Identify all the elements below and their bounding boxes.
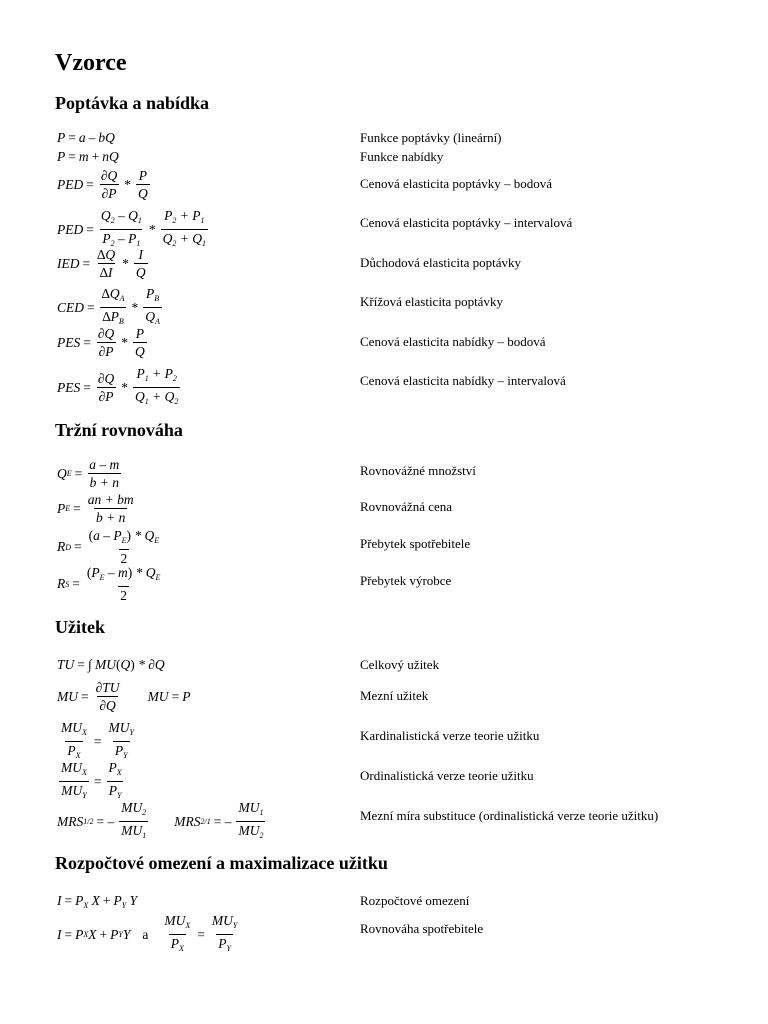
formula: P = m + nQ: [57, 149, 119, 164]
formula-description: Rovnovážná cena: [360, 499, 453, 514]
formula: $I = P_X$ $X + P_Y$ Y: [57, 893, 138, 910]
formula-description: Rovnovážné množství: [360, 463, 476, 478]
formula-description: Přebytek spotřebitele: [360, 536, 471, 551]
formula: MRS 1/2 = – $MU_2$ $MU_1$ MRS 2/1 = – $MU_1$ $MU_2$: [57, 800, 267, 843]
formula-description: Důchodová elasticita poptávky: [360, 255, 522, 270]
formula-description: Cenová elasticita poptávky – bodová: [360, 176, 553, 191]
formula: PED = $\frac{\partial Q}{\partial P}$ * P Q: [57, 168, 148, 201]
formula-description: Mezní míra substituce (ordinalistická verze teorie užitku): [360, 808, 659, 823]
formula-description: Celkový užitek: [360, 657, 440, 672]
formula: MU = $\frac{\partial TU}{\partial Q}$ MU = P: [57, 680, 191, 713]
section-heading-utility: Užitek: [55, 617, 105, 637]
formula-description: Cenová elasticita poptávky – intervalová: [360, 215, 573, 230]
formula-description: Funkce poptávky (lineární): [360, 130, 502, 145]
formula: PES = $\frac{\partial Q}{\partial P}$ * P Q: [57, 326, 145, 359]
formula-description: Cenová elasticita nabídky – bodová: [360, 334, 546, 349]
formula-description: Cenová elasticita nabídky – intervalová: [360, 373, 566, 388]
formula: PED = $\frac{Q_2 - Q_1}{P_2 - P_1}$ * $P_2 + P_1$ $Q_2 + Q_1$: [57, 208, 210, 251]
formula: PES = $\frac{\partial Q}{\partial P}$ * $P_1 + P_2$ $Q_1 + Q_2$: [57, 366, 182, 409]
formula: TU = ∫ MU(Q) * ∂Q: [57, 657, 165, 672]
formula: R D = $\frac{(a - P_E) * Q_E}{2}$: [57, 528, 160, 566]
section-heading-market-equilibrium: Tržní rovnováha: [55, 420, 183, 440]
formula-description: Rovnováha spotřebitele: [360, 921, 484, 936]
formula: Q E = $\frac{a - m}{b + n}$: [57, 457, 120, 490]
formula-description: Ordinalistická verze teorie užitku: [360, 768, 534, 783]
formula: I = P X X + P Y Y a $MU_X$ $P_X$ = $MU_Y$ $P_Y$: [57, 913, 241, 956]
formula: R S = $\frac{(P_E - m) * Q_E}{2}$: [57, 565, 161, 603]
formula: P = a – bQ: [57, 130, 115, 145]
formula-description: Přebytek výrobce: [360, 573, 452, 588]
formula: IED = $\frac{\Delta Q}{\Delta I}$ * I Q: [57, 247, 146, 280]
formula: $MU_X$ $P_X$ = $MU_Y$ $P_Y$: [57, 720, 138, 763]
page-title: Vzorce: [55, 50, 127, 76]
formula: P E = $\frac{an + bm}{b + n}$: [57, 492, 134, 525]
formula-description: Křížová elasticita poptávky: [360, 294, 503, 309]
formula-description: Rozpočtové omezení: [360, 893, 470, 908]
section-heading-budget-constraint: Rozpočtové omezení a maximalizace užitku: [55, 853, 388, 873]
section-heading-demand-supply: Poptávka a nabídka: [55, 93, 210, 113]
formula: $MU_X$ $MU_Y$ = $\frac{P_X}{P_Y}$: [57, 760, 126, 803]
formula-description: Mezní užitek: [360, 688, 429, 703]
formula-description: Kardinalistická verze teorie užitku: [360, 728, 540, 743]
connector-text: a: [142, 926, 149, 942]
formula: CED = $\frac{\Delta Q_A}{\Delta P_B}$ * $P_B$ $Q_A$: [57, 286, 164, 329]
formula-description: Funkce nabídky: [360, 149, 444, 164]
